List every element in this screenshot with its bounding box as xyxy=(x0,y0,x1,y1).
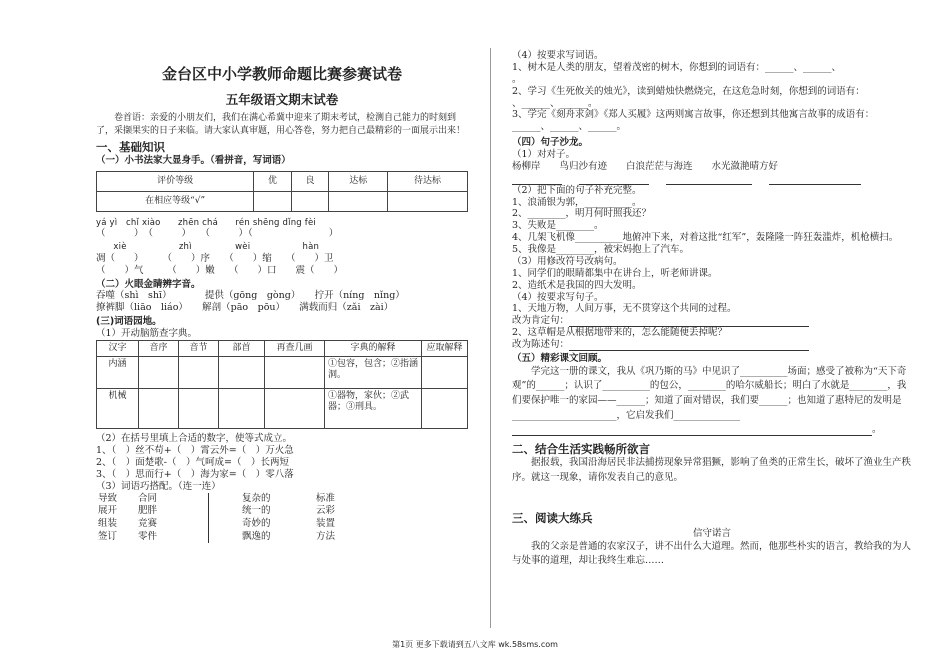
eval-header: 达标 xyxy=(329,171,388,191)
section-2-text: 据报载，我国沿海居民非法捕捞现象异常猖獗，影响了鱼类的正常生长，破坏了渔业生产秩序。就这一现象，请你发表自己的意见。 xyxy=(512,456,912,483)
match-word[interactable]: 签订 xyxy=(98,531,118,543)
answer-label: 改为陈述句： xyxy=(512,339,570,350)
evaluation-table xyxy=(96,171,468,212)
dict-header: 字典的解释 xyxy=(325,340,422,356)
dict-header: 音序 xyxy=(139,340,179,356)
couplet-line: 杨柳岸 鸟归沙有迹 白浪茫茫与海连 水光潋滟晴方好 xyxy=(512,160,779,172)
dictionary-table xyxy=(96,340,468,429)
dict-cell[interactable] xyxy=(219,357,265,389)
couplet-blanks[interactable] xyxy=(512,173,912,185)
couplet-blank[interactable] xyxy=(769,184,861,185)
matching-grid[interactable] xyxy=(98,493,468,544)
q4-line[interactable]: 。 xyxy=(512,73,522,85)
q1-title: （一）小书法家大显身手。（看拼音，写词语） xyxy=(96,154,291,166)
s5-title: （五）精彩课文回顾。 xyxy=(512,352,608,364)
q2-title: （二）火眼金睛辨字音。 xyxy=(96,278,201,290)
s5-text[interactable]: 学完这一册的课文，我从《巩乃斯的马》中见识了__________场面；感受了被称为“天下奇观”的______；认识了__________的包公，________的哈尔威船长；明白了水就是________，我们要保护唯一的家园——______；知道了面对错误，我们要______；也知道了惠特尼的发明是______________________，它启发我们______________ xyxy=(512,365,907,421)
dict-cell[interactable] xyxy=(139,357,179,389)
match-word[interactable]: 竞赛 xyxy=(138,518,158,530)
eval-cell[interactable] xyxy=(388,191,468,211)
req-line: 2、这草帽是从根据地带来的，怎么能随便丢掉呢？ xyxy=(512,327,728,339)
pronunciation-line[interactable]: 撩裤脚（liāo liáo） 解剖（pāo pōu） 满载而归（zǎi zài） xyxy=(96,302,394,314)
dict-cell[interactable] xyxy=(219,389,265,429)
left-column xyxy=(96,55,468,543)
dict-explanation: ①包容，包含；②指涵洞。 xyxy=(325,357,422,389)
section-1-heading: 一、基础知识 xyxy=(96,140,165,155)
equation-line[interactable]: 2、（ ）面楚歌-（ ）气呵成=（ ）长两短 xyxy=(96,456,289,468)
dict-cell[interactable] xyxy=(179,357,219,389)
req-line: 1、天地万物，人间万事，无不贯穿这个共同的过程。 xyxy=(512,303,737,315)
dict-header: 再查几画 xyxy=(265,340,325,356)
answer-blank[interactable] xyxy=(569,350,809,351)
match-word[interactable]: 组装 xyxy=(98,518,118,530)
eval-cell[interactable] xyxy=(329,191,388,211)
q4-line[interactable]: 、______、______。 xyxy=(512,97,598,109)
match-word[interactable]: 零件 xyxy=(138,531,158,543)
dict-cell[interactable] xyxy=(179,389,219,429)
match-divider xyxy=(208,493,242,544)
fix-line[interactable]: 1、同学们的眼睛都集中在讲台上，听老师讲课。 xyxy=(512,267,718,279)
eval-header: 优 xyxy=(254,171,292,191)
q3-1-title: （1）开动脑筋查字典。 xyxy=(96,328,198,340)
match-word[interactable]: 标准 xyxy=(316,492,336,504)
equation-line[interactable]: 1、（ ）丝不苟+（ ）霄云外=（ ）万火急 xyxy=(96,445,294,457)
fill-char-line[interactable]: 凋（ ） （ ）序 （ ）缩 （ ）卫 xyxy=(96,252,334,264)
s5-end-line[interactable] xyxy=(512,424,912,436)
complete-line[interactable]: 3、失败是________。 xyxy=(512,220,604,232)
match-word[interactable]: 导致 xyxy=(98,492,118,504)
eval-header: 良 xyxy=(291,171,329,191)
eval-cell[interactable] xyxy=(254,191,292,211)
answer-blank[interactable] xyxy=(512,435,872,436)
couplet-blank[interactable] xyxy=(666,184,752,185)
eval-header: 评价等级 xyxy=(97,171,254,191)
dict-header: 部首 xyxy=(219,340,265,356)
answer-line[interactable] xyxy=(512,315,912,327)
q3-3-title: （3）词语巧搭配。（连一连） xyxy=(96,480,221,492)
s4-4-title: （4）按要求写句子。 xyxy=(512,291,604,303)
intro-text: 卷首语：亲爱的小朋友们，我们在满心希冀中迎来了期末考试，检测自己能力的时刻到了，采撷果实的日子来临。请大家认真审题，用心答卷，努力把自己最精彩的一面展示出来！ xyxy=(96,113,466,137)
s4-title: （四）句子沙龙。 xyxy=(512,137,589,149)
section-3-heading: 三、阅读大练兵 xyxy=(512,511,593,526)
s4-1-title: （1）对对子。 xyxy=(512,149,576,160)
pinyin-line: yá yì chǐ xiào zhēn chá rén shēng dǐng fèi xyxy=(96,217,316,228)
match-word[interactable]: 奇妙的 xyxy=(242,518,271,530)
dict-cell[interactable] xyxy=(265,389,325,429)
q4-line[interactable]: ______、______、______。 xyxy=(512,121,627,133)
match-word[interactable]: 方法 xyxy=(316,531,336,543)
match-word[interactable]: 合同 xyxy=(138,492,158,504)
answer-area[interactable] xyxy=(512,485,912,507)
reading-text: 我的父亲是普通的农家汉子，讲不出什么大道理。然而，他那些朴实的语言，教给我的为人与处事的道理，却让我终生难忘…… xyxy=(512,540,912,567)
eval-row-label: 在相应等级“√” xyxy=(97,191,254,211)
dict-header: 汉字 xyxy=(97,340,139,356)
equation-line[interactable]: 3、（ ）思而行+（ ）海为家=（ ）零八落 xyxy=(96,468,294,480)
eval-cell[interactable] xyxy=(291,191,329,211)
complete-line[interactable]: 1、浪涌银为郭，__________。 xyxy=(512,196,642,208)
right-column xyxy=(512,50,912,569)
fill-char-line[interactable]: （ ）气 （ ）嫩 （ ）口 震（ ） xyxy=(96,264,344,276)
dict-explanation: ①器物，家伙；②武器；③刑具。 xyxy=(325,389,422,429)
match-word[interactable]: 复杂的 xyxy=(242,492,271,504)
dict-header: 应取解释 xyxy=(422,340,468,356)
complete-line[interactable]: 5、我像是________，被宋妈抱上了汽车。 xyxy=(512,244,690,255)
match-word[interactable]: 肥胖 xyxy=(138,505,158,517)
answer-label: 改为肯定句： xyxy=(512,315,570,327)
complete-line[interactable]: 4、几架飞机像__________地俯冲下来，对着这批“红军”，轰隆隆一阵狂轰滥炸，机枪横扫。 xyxy=(512,232,899,244)
dict-cell[interactable] xyxy=(265,357,325,389)
q3-2-title: （2）在括号里填上合适的数字，使等式成立。 xyxy=(96,433,293,445)
s4-3-title: （3）用修改符号改病句。 xyxy=(512,255,623,267)
page-subtitle: 五年级语文期末试卷 xyxy=(225,91,339,107)
column-divider xyxy=(490,48,491,628)
match-word[interactable]: 统一的 xyxy=(242,505,271,517)
fill-char-pinyin: xiè zhì wèi hàn xyxy=(96,242,320,253)
dict-header: 音节 xyxy=(179,340,219,356)
complete-line[interactable]: 2、________，明月何时照我还？ xyxy=(512,208,652,220)
eval-header: 待达标 xyxy=(388,171,468,191)
pinyin-blanks[interactable]: （ ） （ ） （ ）（ ） xyxy=(96,228,339,240)
match-word[interactable]: 飘逸的 xyxy=(242,531,271,543)
dict-char: 机械 xyxy=(97,389,139,429)
pronunciation-line[interactable]: 吞噬（shì shī） 提供（gōng gòng） 拧开（níng nǐng） xyxy=(96,290,405,302)
match-word[interactable]: 装置 xyxy=(316,518,336,530)
q4-line[interactable]: 3、学完《刻舟求剑》《郑人买履》这两则寓言故事，你还想到其他寓言故事的成语有： xyxy=(512,109,875,121)
dict-char: 内涵 xyxy=(97,357,139,389)
s4-2-title: （2）把下面的句子补充完整。 xyxy=(512,184,642,196)
q4-line[interactable]: 2、学习《生死攸关的烛光》，读到蜡烛快燃烧完，在这危急时刻，你想到的词语有： xyxy=(512,85,865,97)
reading-title: 信守诺言 xyxy=(692,527,731,539)
dict-cell[interactable] xyxy=(139,389,179,429)
q4-line[interactable]: 1、树木是人类的朋友，望着茂密的树木，你想到的词语有：______、______、 xyxy=(512,61,842,73)
q3-title: (三)词语园地。 xyxy=(96,316,162,328)
page-title: 金台区中小学教师命题比赛参赛试卷 xyxy=(161,65,402,83)
q4-title: （4）按要求写词语。 xyxy=(512,50,604,61)
answer-line[interactable] xyxy=(512,339,912,351)
dict-cell[interactable] xyxy=(422,357,468,389)
match-word[interactable]: 展开 xyxy=(98,505,118,517)
s5-end: 。 xyxy=(872,423,882,435)
page-footer: 第1页 更多下载请到五八文库 wk.58sms.com xyxy=(392,640,558,649)
section-2-heading: 二、结合生活实践畅所欲言 xyxy=(512,441,650,456)
match-word[interactable]: 云彩 xyxy=(316,505,336,517)
dict-cell[interactable] xyxy=(422,389,468,429)
fix-line[interactable]: 2、造纸术是我国的四大发明。 xyxy=(512,279,642,291)
